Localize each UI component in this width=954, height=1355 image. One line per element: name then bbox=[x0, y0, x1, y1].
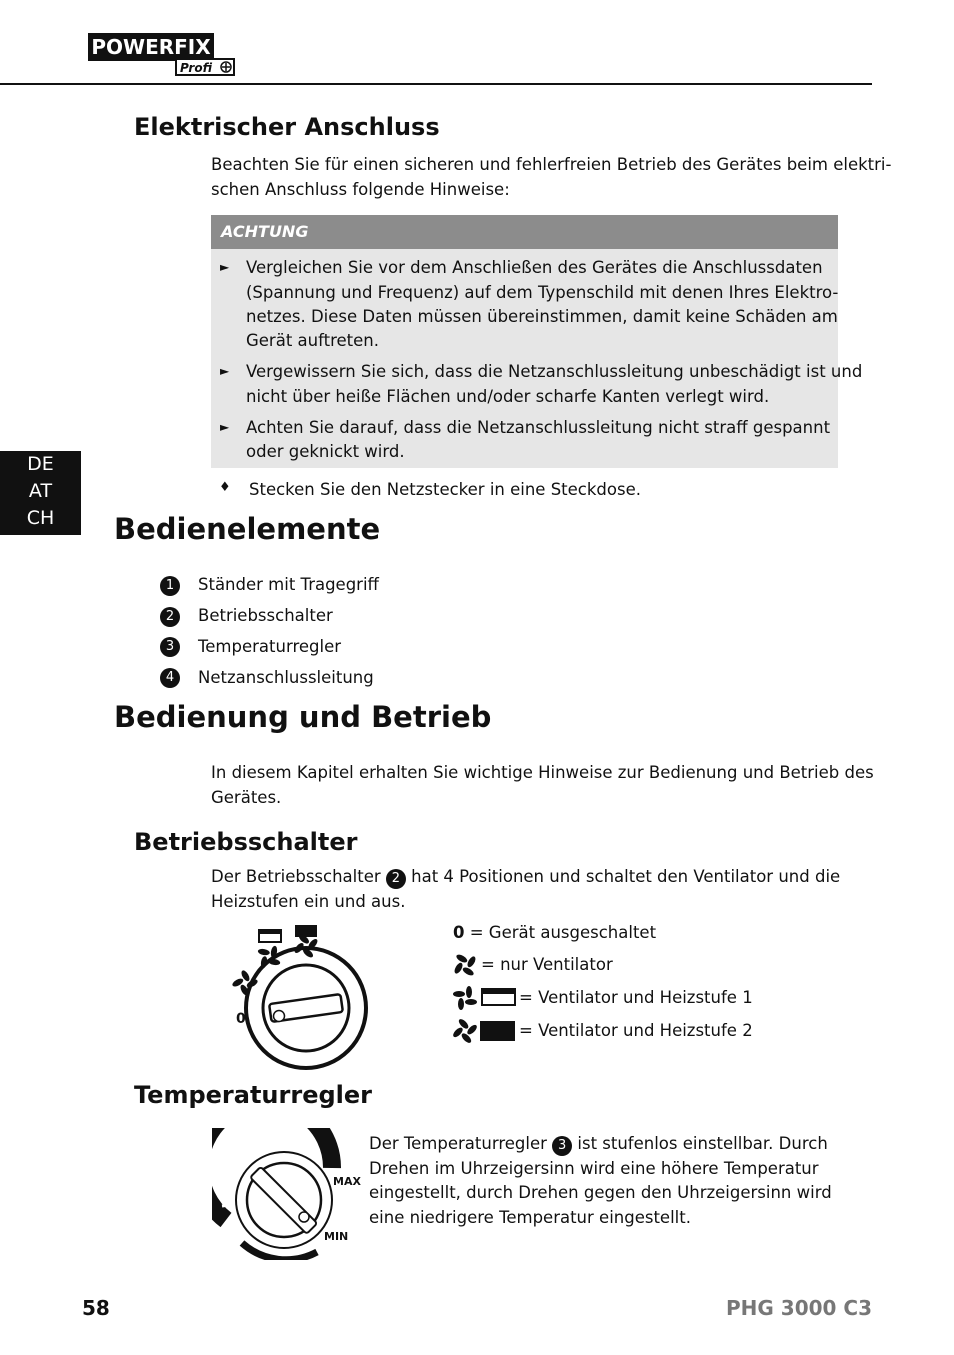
temperature-dial bbox=[212, 1128, 362, 1264]
legend-heat-1-text: = Ventilator und Heizstufe 1 bbox=[519, 988, 753, 1007]
bedienung-intro-line-2: Gerätes. bbox=[211, 788, 282, 807]
fan-icon bbox=[453, 953, 477, 981]
dial-zero-label: 0 bbox=[236, 1011, 246, 1027]
number-badge: 4 bbox=[160, 668, 180, 688]
warning-1-line-2: (Spannung und Frequenz) auf dem Typenschild mit denen Ihres Elektro- bbox=[246, 283, 839, 302]
legend-off bbox=[453, 920, 656, 945]
number-badge: 2 bbox=[160, 607, 180, 627]
warning-2-line-2: nicht über heiße Flächen und/oder scharfe Kanten verlegt wird. bbox=[246, 387, 770, 406]
number-badge: 1 bbox=[160, 576, 180, 596]
bedienung-intro-line-1: In diesem Kapitel erhalten Sie wichtige Hinweise zur Bedienung und Betrieb des bbox=[211, 763, 874, 782]
temperaturregler-text-line-3: eingestellt, durch Drehen gegen den Uhrzeigersinn wird bbox=[369, 1183, 832, 1202]
temperaturregler-text-b: ist stufenlos einstellbar. Durch bbox=[577, 1134, 828, 1153]
legend-off-key: 0 bbox=[453, 923, 465, 942]
operating-switch-dial bbox=[228, 920, 368, 1076]
list-item bbox=[160, 574, 180, 596]
reference-badge: 2 bbox=[386, 869, 406, 889]
logo-sub-text: Profi bbox=[180, 61, 213, 75]
list-item bbox=[160, 605, 180, 627]
warning-1-line-1: Vergleichen Sie vor dem Anschließen des Gerätes die Anschlussdaten bbox=[246, 258, 823, 277]
section-title-betriebsschalter: Betriebsschalter bbox=[134, 828, 358, 856]
page-number: 58 bbox=[82, 1296, 110, 1320]
min-label: MIN bbox=[324, 1230, 349, 1243]
warning-1-line-4: Gerät auftreten. bbox=[246, 331, 379, 350]
elektrisch-intro-line-1: Beachten Sie für einen sicheren und fehlerfreien Betrieb des Gerätes beim elektri- bbox=[211, 155, 892, 174]
warning-3-line-2: oder geknickt wird. bbox=[246, 442, 405, 461]
legend-fan-text: = nur Ventilator bbox=[481, 955, 613, 974]
legend-heat-2-text: = Ventilator und Heizstufe 2 bbox=[519, 1021, 753, 1040]
list-item-label: Betriebsschalter bbox=[198, 606, 333, 625]
language-tab bbox=[0, 451, 81, 535]
heat-level-1-icon bbox=[481, 988, 516, 1010]
max-label: MAX bbox=[333, 1175, 361, 1188]
list-item bbox=[160, 666, 180, 688]
list-item bbox=[160, 635, 180, 657]
bullet-arrow-icon: ► bbox=[220, 260, 230, 274]
header-rule bbox=[0, 83, 872, 85]
model-number: PHG 3000 C3 bbox=[726, 1296, 872, 1320]
temperaturregler-text-a: Der Temperaturregler bbox=[369, 1134, 547, 1153]
fan-icon bbox=[453, 1019, 477, 1047]
section-title-elektrisch: Elektrischer Anschluss bbox=[134, 113, 440, 141]
number-badge: 3 bbox=[160, 637, 180, 657]
list-item-label: Netzanschlussleitung bbox=[198, 668, 374, 687]
legend-off-text: = Gerät ausgeschaltet bbox=[469, 923, 657, 942]
logo-brand-text: POWERFIX bbox=[91, 35, 211, 59]
warning-1-line-3: netzes. Diese Daten müssen übereinstimmen, damit keine Schäden am bbox=[246, 307, 838, 326]
bullet-arrow-icon: ► bbox=[220, 364, 230, 378]
warning-title: ACHTUNG bbox=[221, 222, 309, 241]
bullet-arrow-icon: ► bbox=[220, 420, 230, 434]
betriebsschalter-text-line-2: Heizstufen ein und aus. bbox=[211, 892, 406, 911]
lang-at: AT bbox=[28, 480, 53, 502]
lang-ch: CH bbox=[26, 507, 55, 529]
warning-2-line-1: Vergewissern Sie sich, dass die Netzanschlussleitung unbeschädigt ist und bbox=[246, 362, 863, 381]
section-title-bedienelemente: Bedienelemente bbox=[114, 512, 381, 546]
temperaturregler-text-line-2: Drehen im Uhrzeigersinn wird eine höhere Temperatur bbox=[369, 1159, 819, 1178]
section-title-temperaturregler: Temperaturregler bbox=[134, 1081, 372, 1109]
betriebsschalter-text-b: hat 4 Positionen und schaltet den Ventilator und die bbox=[411, 867, 841, 886]
temperaturregler-text-line-4: eine niedrigere Temperatur eingestellt. bbox=[369, 1208, 691, 1227]
list-item-label: Temperaturregler bbox=[198, 637, 342, 656]
section-title-bedienung: Bedienung und Betrieb bbox=[114, 700, 492, 734]
heat-level-2-icon bbox=[480, 1021, 515, 1041]
step-text: Stecken Sie den Netzstecker in eine Steckdose. bbox=[249, 480, 641, 499]
betriebsschalter-text-line-1 bbox=[211, 864, 840, 889]
warning-3-line-1: Achten Sie darauf, dass die Netzanschlussleitung nicht straff gespannt bbox=[246, 418, 831, 437]
elektrisch-intro-line-2: schen Anschluss folgende Hinweise: bbox=[211, 180, 510, 199]
diamond-bullet-icon: ♦ bbox=[219, 480, 231, 495]
warning-header bbox=[211, 215, 838, 249]
brand-logo bbox=[88, 33, 238, 81]
fan-icon bbox=[453, 986, 477, 1014]
list-item-label: Ständer mit Tragegriff bbox=[198, 575, 379, 594]
lang-de: DE bbox=[27, 453, 54, 475]
betriebsschalter-text-a: Der Betriebsschalter bbox=[211, 867, 381, 886]
reference-badge: 3 bbox=[552, 1136, 572, 1156]
temperaturregler-text-line-1 bbox=[369, 1131, 828, 1156]
